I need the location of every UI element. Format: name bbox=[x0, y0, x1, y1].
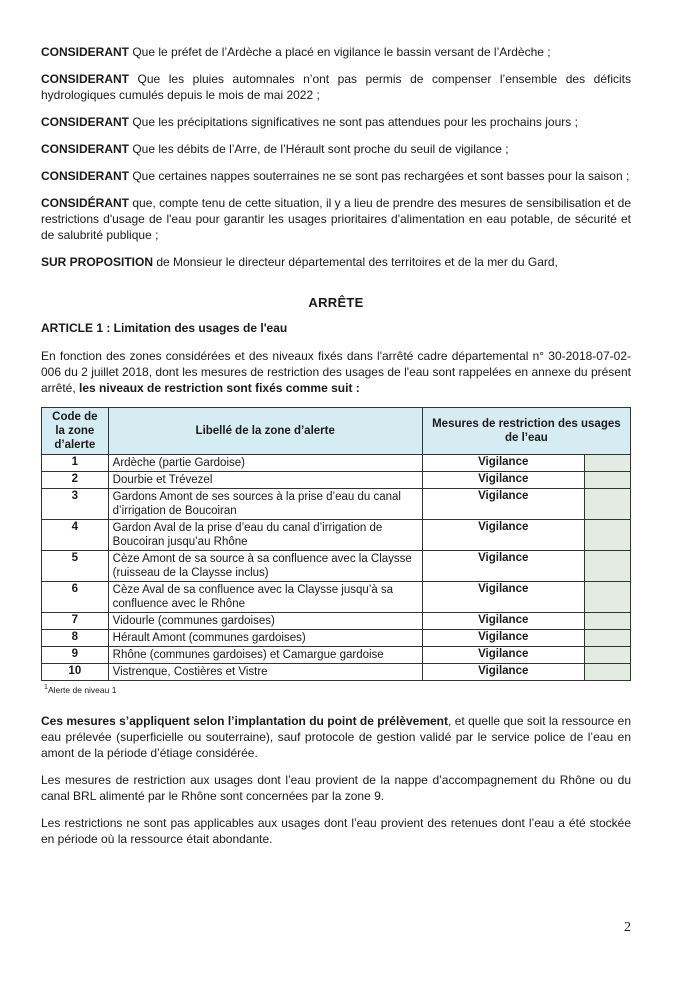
table-row bbox=[42, 613, 631, 630]
considerant-paragraph bbox=[41, 71, 631, 103]
decree-heading: ARRÊTE bbox=[308, 295, 364, 310]
header-measure: Mesures de restriction des usages de l’eau bbox=[422, 408, 630, 455]
table-row bbox=[42, 630, 631, 647]
considerant-paragraph bbox=[41, 44, 631, 60]
zone-color-cell bbox=[584, 647, 630, 664]
zone-color-cell bbox=[584, 613, 630, 630]
considerant-list bbox=[41, 44, 631, 270]
considerant-paragraph bbox=[41, 168, 631, 184]
footnote-mark: 1 bbox=[44, 683, 48, 691]
alert-zones-table bbox=[41, 407, 631, 681]
paragraph-retenues: Les restrictions ne sont pas applicables aux usages dont l’eau provient des retenues dont l’eau a été stockée en période où la ressource était abondante. bbox=[41, 815, 631, 846]
considerant-keyword: CONSIDÉRANT bbox=[41, 196, 130, 210]
table-row bbox=[42, 455, 631, 472]
zone-code-cell: 1 bbox=[42, 455, 109, 472]
zone-code-cell: 8 bbox=[42, 630, 109, 647]
zone-label-cell: Rhône (communes gardoises) et Camargue gardoise bbox=[108, 647, 422, 664]
considerant-text: Que les débits de l’Arre, de l’Hérault sont proche du seuil de vigilance ; bbox=[129, 142, 509, 156]
considerant-paragraph bbox=[41, 141, 631, 157]
table-body bbox=[42, 455, 631, 681]
zone-label-cell: Ardèche (partie Gardoise) bbox=[108, 455, 422, 472]
zone-level-cell: Vigilance bbox=[422, 455, 584, 472]
zone-level-cell: Vigilance bbox=[422, 489, 584, 520]
zone-color-cell bbox=[584, 551, 630, 582]
zone-label-cell: Dourbie et Trévezel bbox=[108, 472, 422, 489]
considerant-keyword: CONSIDERANT bbox=[41, 169, 130, 183]
considerant-text: Que les pluies automnales n’ont pas permis de compenser l’ensemble des déficits hydrologiques cumulés depuis le mois de mai 2022 ; bbox=[41, 72, 631, 102]
zone-code-cell: 5 bbox=[42, 551, 109, 582]
zone-color-cell bbox=[584, 520, 630, 551]
zone-label-cell: Gardon Aval de la prise d’eau du canal d’irrigation de Boucoiran jusqu’au Rhône bbox=[108, 520, 422, 551]
zone-level-cell: Vigilance bbox=[422, 613, 584, 630]
table-row bbox=[42, 472, 631, 489]
table-row bbox=[42, 664, 631, 681]
considerant-text: Que certaines nappes souterraines ne se sont pas rechargées et sont basses pour la saison ; bbox=[129, 169, 630, 183]
considerant-keyword: CONSIDERANT bbox=[41, 45, 130, 59]
zone-code-cell: 4 bbox=[42, 520, 109, 551]
header-label: Libellé de la zone d’alerte bbox=[108, 408, 422, 455]
page-number: 2 bbox=[624, 920, 631, 935]
zone-level-cell: Vigilance bbox=[422, 582, 584, 613]
zone-code-cell: 7 bbox=[42, 613, 109, 630]
zone-level-cell: Vigilance bbox=[422, 664, 584, 681]
footnote-text: Alerte de niveau 1 bbox=[47, 684, 117, 695]
application-text: , et quelle que soit la ressource en eau prélevée (superficielle ou souterraine), sauf protocole de gestion validé par le service police de l’eau en amont de la période d’étiage considérée. bbox=[41, 713, 631, 760]
zone-level-cell: Vigilance bbox=[422, 647, 584, 664]
zone-code-cell: 2 bbox=[42, 472, 109, 489]
considerant-keyword: SUR PROPOSITION bbox=[41, 255, 154, 269]
considerant-paragraph bbox=[41, 195, 631, 243]
zone-label-cell: Vidourle (communes gardoises) bbox=[108, 613, 422, 630]
zone-color-cell bbox=[584, 582, 630, 613]
considerant-text: que, compte tenu de cette situation, il y a lieu de prendre des mesures de sensibilisation et de restrictions d'usage de l'eau pour garantir les usages prioritaires d'alimentation en eau potable, de sécurité et de salubrité publique ; bbox=[41, 196, 631, 242]
zone-label-cell: Gardons Amont de ses sources à la prise d’eau du canal d’irrigation de Boucoiran bbox=[108, 489, 422, 520]
zone-code-cell: 6 bbox=[42, 582, 109, 613]
zone-level-cell: Vigilance bbox=[422, 472, 584, 489]
considerant-text: Que les précipitations significatives ne sont pas attendues pour les prochains jours ; bbox=[129, 115, 578, 129]
zone-code-cell: 3 bbox=[42, 489, 109, 520]
table-header-row bbox=[42, 408, 631, 455]
header-code: Code de la zone d’alerte bbox=[42, 408, 109, 455]
zone-label-cell: Vistrenque, Costières et Vistre bbox=[108, 664, 422, 681]
paragraph-application bbox=[41, 713, 631, 761]
application-bold: Ces mesures s’appliquent selon l’implantation du point de prélèvement bbox=[41, 713, 448, 728]
considerant-paragraph bbox=[41, 254, 631, 270]
article-intro bbox=[41, 348, 631, 396]
zone-color-cell bbox=[584, 664, 630, 681]
table-footnote bbox=[44, 683, 631, 695]
table-row bbox=[42, 582, 631, 613]
table-row bbox=[42, 647, 631, 664]
intro-text: En fonction des zones considérées et des niveaux fixés dans l'arrêté cadre départemental n° 30-2018-07-02-006 du 2 juillet 2018, dont les mesures de restriction des usages de l'eau sont rappelées en annexe du présent arrêté, bbox=[41, 349, 631, 395]
zone-color-cell bbox=[584, 455, 630, 472]
considerant-paragraph bbox=[41, 114, 631, 130]
zone-level-cell: Vigilance bbox=[422, 630, 584, 647]
considerant-keyword: CONSIDERANT bbox=[41, 142, 130, 156]
paragraph-rhone: Les mesures de restriction aux usages dont l’eau provient de la nappe d’accompagnement du Rhône ou du canal BRL alimenté par le Rhône sont concernées par la zone 9. bbox=[41, 772, 631, 803]
zone-color-cell bbox=[584, 630, 630, 647]
zone-color-cell bbox=[584, 489, 630, 520]
considerant-keyword: CONSIDERANT bbox=[41, 115, 130, 129]
zone-label-cell: Hérault Amont (communes gardoises) bbox=[108, 630, 422, 647]
zone-color-cell bbox=[584, 472, 630, 489]
zone-level-cell: Vigilance bbox=[422, 551, 584, 582]
table-row bbox=[42, 489, 631, 520]
zone-label-cell: Cèze Amont de sa source à sa confluence avec la Claysse (ruisseau de la Claysse inclus) bbox=[108, 551, 422, 582]
zone-code-cell: 9 bbox=[42, 647, 109, 664]
zone-label-cell: Cèze Aval de sa confluence avec la Claysse jusqu’à sa confluence avec le Rhône bbox=[108, 582, 422, 613]
article-title: ARTICLE 1 : Limitation des usages de l'eau bbox=[41, 321, 288, 335]
considerant-keyword: CONSIDERANT bbox=[41, 72, 130, 86]
table-row bbox=[42, 551, 631, 582]
considerant-text: de Monsieur le directeur départemental des territoires et de la mer du Gard, bbox=[153, 255, 558, 269]
zone-level-cell: Vigilance bbox=[422, 520, 584, 551]
intro-bold: les niveaux de restriction sont fixés comme suit : bbox=[79, 381, 360, 395]
zone-code-cell: 10 bbox=[42, 664, 109, 681]
document-page bbox=[41, 44, 631, 858]
considerant-text: Que le préfet de l’Ardèche a placé en vigilance le bassin versant de l’Ardèche ; bbox=[129, 45, 551, 59]
table-row bbox=[42, 520, 631, 551]
